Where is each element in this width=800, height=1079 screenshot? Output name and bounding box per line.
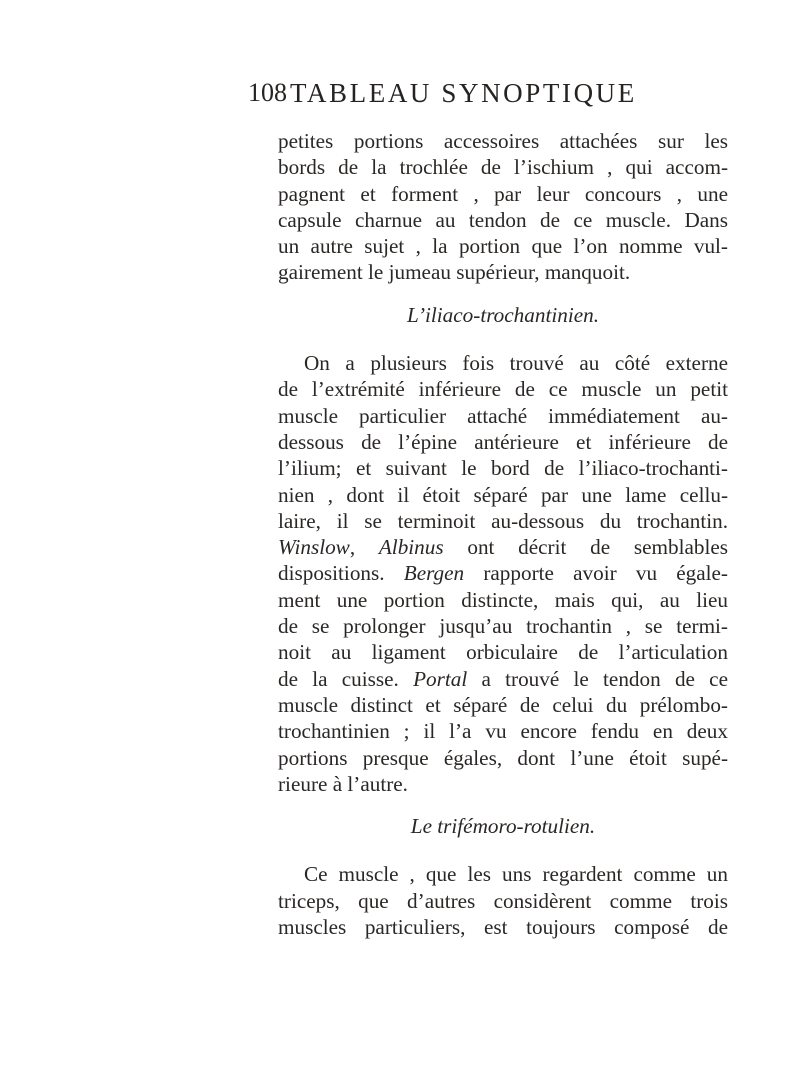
text-line: rieure à l’autre. <box>278 771 408 796</box>
text-line: muscle particulier attaché immédiatement au- <box>278 403 728 428</box>
author-name: Winslow <box>278 535 350 560</box>
text-line: triceps, que d’autres considèrent comme trois <box>278 888 728 913</box>
text-fragment: de la cuisse. <box>278 666 414 691</box>
text-fragment: ont décrit de semblables <box>443 535 728 560</box>
text-line: de se prolonger jusqu’au trochantin , se termi- <box>278 614 728 639</box>
text-line: ment une portion distincte, mais qui, au lieu <box>278 587 728 612</box>
paragraph-trifemoro-rotulien <box>278 861 728 940</box>
text-line: un autre sujet , la portion que l’on nomme vul- <box>278 234 728 259</box>
author-name: Portal <box>413 666 468 691</box>
paragraph-continuation <box>278 128 728 286</box>
text-line: capsule charnue au tendon de ce muscle. Dans <box>278 207 728 232</box>
text-line <box>278 666 728 692</box>
text-line: trochantinien ; il l’a vu encore fendu en deux <box>278 719 728 744</box>
text-line: de l’extrémité inférieure de ce muscle un petit <box>278 377 728 402</box>
text-line: noit au ligament orbiculaire de l’articulation <box>278 640 728 665</box>
text-line: l’ilium; et suivant le bord de l’iliaco-trochanti- <box>278 456 728 481</box>
paragraph-iliaco-trochantinien <box>278 350 728 797</box>
section-heading-iliaco-trochantinien: L’iliaco-trochantinien. <box>406 302 600 327</box>
page-number: 108 <box>248 78 287 107</box>
text-line: nien , dont il étoit séparé par une lame cellu- <box>278 482 728 507</box>
text-line: Ce muscle , que les uns regardent comme un <box>304 862 728 887</box>
text-line: muscles particuliers, est toujours composé de <box>278 915 728 940</box>
text-line: bords de la trochlée de l’ischium , qui accom- <box>278 155 728 180</box>
separator: , <box>349 535 379 560</box>
author-name: Bergen <box>403 561 465 586</box>
text-line: gairement le jumeau supérieur, manquoit. <box>278 260 631 285</box>
text-line: petites portions accessoires attachées sur les <box>278 129 728 153</box>
section-heading-trifemoro-rotulien: Le trifémoro-rotulien. <box>410 814 596 839</box>
text-line: pagnent et forment , par leur concours , une <box>278 181 728 206</box>
body-text <box>278 128 728 940</box>
text-fragment: dispositions. <box>278 561 404 586</box>
page-header <box>248 78 668 118</box>
text-fragment: a trouvé le tendon de ce <box>467 666 728 691</box>
text-line <box>278 534 728 560</box>
text-line: On a plusieurs fois trouvé au côté externe <box>304 351 728 376</box>
text-line <box>278 560 728 586</box>
author-name: Albinus <box>378 535 444 560</box>
text-fragment: rapporte avoir vu égale- <box>464 561 728 586</box>
running-head: TABLEAU SYNOPTIQUE <box>290 78 637 108</box>
text-line: portions presque égales, dont l’une étoit supé- <box>278 745 728 770</box>
text-line: dessous de l’épine antérieure et inférieure de <box>278 429 728 454</box>
text-line: laire, il se terminoit au-dessous du trochantin. <box>278 508 728 533</box>
text-line: muscle distinct et séparé de celui du prélombo- <box>278 692 728 717</box>
